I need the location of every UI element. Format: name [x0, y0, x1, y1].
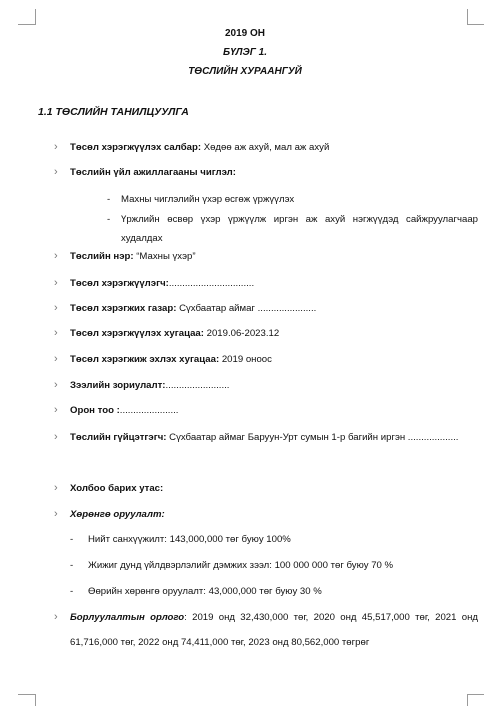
activity-subitem-text: Үржлийн өсвөр үхэр үржүүлж иргэн аж ахуй нэгжүүдэд сайжруулагчаар худалдах [121, 214, 478, 244]
chevron-right-icon: › [54, 353, 58, 365]
sector-label: Төсөл хэрэгжүүлэх салбар: [70, 142, 202, 153]
chevron-right-icon: › [54, 431, 58, 443]
chevron-right-icon: › [54, 327, 58, 339]
activity-label: Төслийн үйл ажиллагааны чиглэл: [70, 167, 236, 178]
crop-mark-top-right [467, 9, 468, 25]
staff-value: ...................... [119, 405, 179, 416]
start-label: Төсөл хэрэгжиж эхлэх хугацаа: [70, 354, 220, 365]
phone-label: Холбоо барих утас: [70, 483, 164, 494]
chevron-right-icon: › [54, 302, 58, 314]
crop-mark-top-left [18, 24, 35, 25]
start-value: 2019 оноос [219, 354, 272, 365]
implementer-label: Төсөл хэрэгжүүлэгч: [70, 278, 169, 289]
implementer-value: ................................ [168, 278, 255, 289]
project-name-value: “Махны үхэр” [133, 251, 196, 262]
duration-label: Төсөл хэрэгжүүлэх хугацаа: [70, 328, 204, 339]
chevron-right-icon: › [54, 250, 58, 262]
activity-subitem-text: Махны чиглэлийн үхэр өсгөж үржүүлэх [121, 194, 295, 205]
executor-label: Төслийн гүйцэтгэгч: [70, 432, 167, 443]
crop-mark-top-right [467, 24, 484, 25]
location-label: Төсөл хэрэгжих газар: [70, 303, 177, 314]
duration-value: 2019.06-2023.12 [203, 328, 280, 339]
staff-label: Орон тоо : [70, 405, 120, 416]
chevron-right-icon: › [54, 482, 58, 494]
investment-subitem-text: Нийт санхүүжилт: 143,000,000 төг буюу 100% [88, 534, 291, 545]
investment-label: Хөрөнгө оруулалт: [70, 509, 165, 520]
crop-mark-top-left [35, 9, 36, 25]
dash-bullet: - [107, 194, 111, 205]
loan-purpose-label: Зээлийн зориулалт: [70, 380, 166, 391]
investment-subitem-text: Өөрийн хөрөнгө оруулалт: 43,000,000 төг буюу 30 % [88, 586, 322, 597]
chapter-title: ТӨСЛИЙН ХУРААНГУЙ [188, 66, 302, 77]
chevron-right-icon: › [54, 141, 58, 153]
chevron-right-icon: › [54, 611, 58, 623]
crop-mark-bottom-left [18, 694, 35, 695]
investment-subitem-text: Жижиг дунд үйлдвэрлэлийг дэмжих зээл: 100 000 000 төг буюу 70 % [88, 560, 394, 571]
dash-bullet: - [70, 534, 74, 545]
chevron-right-icon: › [54, 404, 58, 416]
section-title: 1.1 ТӨСЛИЙН ТАНИЛЦУУЛГА [38, 106, 189, 118]
location-value: Сүхбаатар аймаг ...................... [176, 303, 317, 314]
dash-bullet: - [70, 586, 74, 597]
executor-value: Сүхбаатар аймаг Баруун-Урт сумын 1-р багийн иргэн ................... [166, 432, 459, 443]
dash-bullet: - [107, 214, 111, 225]
dash-bullet: - [70, 560, 74, 571]
crop-mark-bottom-right [467, 694, 484, 695]
chevron-right-icon: › [54, 277, 58, 289]
chevron-right-icon: › [54, 166, 58, 178]
revenue-label: Борлуулалтын орлого [70, 612, 185, 623]
chapter-heading: БҮЛЭГ 1. [223, 47, 267, 58]
crop-mark-bottom-left [35, 694, 36, 706]
revenue-value: : 2019 онд 32,430,000 төг, 2020 онд 45,517,000 төг, 2021 онд 61,716,000 төг, 2022 онд 74,411,000 төг, 2023 онд 80,562,000 төгрөг [70, 612, 478, 648]
chevron-right-icon: › [54, 379, 58, 391]
loan-purpose-value: ........................ [165, 380, 230, 391]
crop-mark-bottom-right [467, 694, 468, 706]
project-name-label: Төслийн нэр: [70, 251, 134, 262]
document-year-heading: 2019 ОН [224, 28, 266, 39]
chevron-right-icon: › [54, 508, 58, 520]
sector-value: Хөдөө аж ахуй, мал аж ахуй [201, 142, 330, 153]
